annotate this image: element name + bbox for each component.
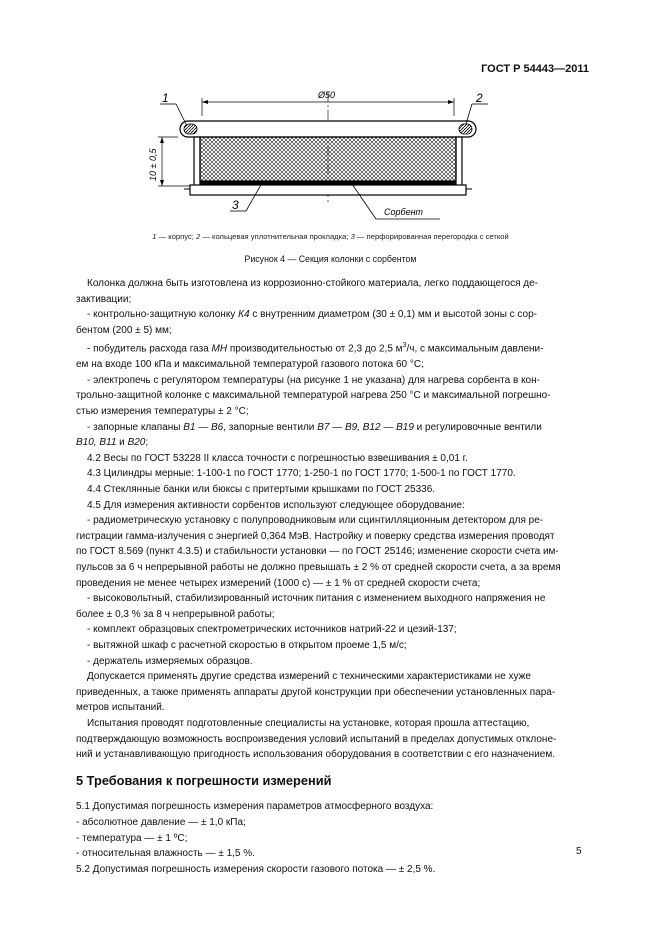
text-line: - относительная влажность — ± 1,5 %. xyxy=(76,848,255,860)
sorbent-section-figure xyxy=(140,82,510,232)
text-line: 4.2 Весы по ГОСТ 53228 II класса точности с погрешностью взвешивания ± 0,01 г. xyxy=(87,452,468,464)
text-line: - комплект образцовых спектрометрических источников натрий-22 и цезий-137; xyxy=(87,624,457,636)
text-line: - запорные клапаны В1 — В6, запорные вентили В7 — В9, В12 — В19 и регулировочные вентили xyxy=(87,421,542,433)
figure-diameter-label: Ø50 xyxy=(318,90,336,100)
text-line: - абсолютное давление — ± 1,0 кПа; xyxy=(76,816,246,828)
text-line: 4.4 Стеклянные банки или бюксы с притертыми крышками по ГОСТ 25336. xyxy=(87,484,436,496)
text-line: более ± 0,3 % за 8 ч непрерывной работы; xyxy=(76,608,275,620)
text-line: гистрации гамма-излучения с энергией 0,364 МэВ. Настройку и поверку средства измерения проводят xyxy=(76,530,555,542)
text-line: 4.5 Для измерения активности сорбентов используют следующее оборудование: xyxy=(87,499,465,511)
text-line: подтверждающую возможность воспроизведения условий испытаний в пределах допустимых отклоне- xyxy=(76,733,557,745)
section-heading: 5 Требования к погрешности измерений xyxy=(76,772,332,788)
figure-label-3: 3 xyxy=(232,198,239,212)
text-line: метров испытаний. xyxy=(76,702,165,714)
text-line: зактивации; xyxy=(76,293,132,305)
document-body xyxy=(76,276,585,877)
text-line: Колонка должна быть изготовлена из коррозионно-стойкого материала, легко поддающегося де- xyxy=(87,278,539,289)
text-line: Испытания проводят подготовленные специалисты на установке, которая прошла аттестацию, xyxy=(87,717,530,729)
text-line: В10, В11 и В20; xyxy=(76,437,149,449)
text-line: - радиометрическую установку с полупроводниковым или сцинтилляционным детектором для ре- xyxy=(87,515,544,527)
text-line: 5.2 Допустимая погрешность измерения скорости газового потока — ± 2,5 %. xyxy=(76,863,436,875)
text-line: бентом (200 ± 5) мм; xyxy=(76,324,172,336)
text-line: ем на входе 100 кПа и максимальной температурой газового потока 60 °С; xyxy=(76,359,424,371)
figure-label-1: 1 xyxy=(162,91,169,105)
figure-drawing xyxy=(158,92,488,219)
figure-height-label: 10 ± 0,5 xyxy=(148,148,158,181)
document-header: ГОСТ Р 54443—2011 xyxy=(481,63,589,75)
text-line: - вытяжной шкаф с расчетной скоростью в открытом проеме 1,5 м/с; xyxy=(87,639,407,651)
text-line: ний и устанавливающую пригодность использования оборудования в соответствии с его назначением. xyxy=(76,749,556,761)
text-line: трольно-защитной колонке с максимальной температурой нагрева 250 °С и максимальной погрешно- xyxy=(76,390,551,402)
text-line: - побудитель расхода газа МН производительностью от 2,3 до 2,5 $м^3/ч$, с максимальным давлени- xyxy=(87,342,544,355)
text-line: приведенных, а также применять аппараты другой конструкции при обеспечении установленных пара- xyxy=(76,686,556,698)
text-line: - контрольно-защитную колонку К4 с внутренним диаметром (30 ± 0,1) мм и высотой зоны с сор- xyxy=(87,309,537,321)
text-line: Допускается применять другие средства измерений с техническими характеристиками не хуже xyxy=(87,671,531,683)
text-line: - температура — ± 1 ºС; xyxy=(76,832,188,844)
text-line: стью измерения температуры ± 2 °С; xyxy=(76,406,249,418)
figure-label-2: 2 xyxy=(476,91,483,105)
text-line: - высоковольтный, стабилизированный источник питания с изменением выходного напряжения не xyxy=(87,593,546,605)
figure-caption: Рисунок 4 — Секция колонки с сорбентом xyxy=(244,254,417,264)
figure-sorbent-label: Сорбент xyxy=(384,207,424,217)
figure-legend: 1 — корпус; 2 — кольцевая уплотнительная прокладка; 3 — перфорированная перегородка с сеткой xyxy=(152,232,509,241)
text-line: - держатель измеряемых образцов. xyxy=(87,655,253,667)
text-line: пульсов за 6 ч непрерывной работы не должно превышать ± 2 % от средней скорости счета, а за время xyxy=(76,562,561,574)
text-line: проведения не менее четырех измерений (1000 с) — ± 1 % от средней скорости счета; xyxy=(76,577,481,589)
text-line: 5.1 Допустимая погрешность измерения параметров атмосферного воздуха: xyxy=(76,801,434,813)
page-number: 5 xyxy=(576,846,582,857)
text-line: по ГОСТ 8.569 (пункт 4.3.5) и стабильности установки — по ГОСТ 25146; изменение скорости счета им- xyxy=(76,546,559,558)
text-line: - электропечь с регулятором температуры (на рисунке 1 не указана) для нагрева сорбента в кон- xyxy=(87,374,540,386)
text-line: 4.3 Цилиндры мерные: 1-100-1 по ГОСТ 1770; 1-250-1 по ГОСТ 1770; 1-500-1 по ГОСТ 1770. xyxy=(87,468,516,480)
